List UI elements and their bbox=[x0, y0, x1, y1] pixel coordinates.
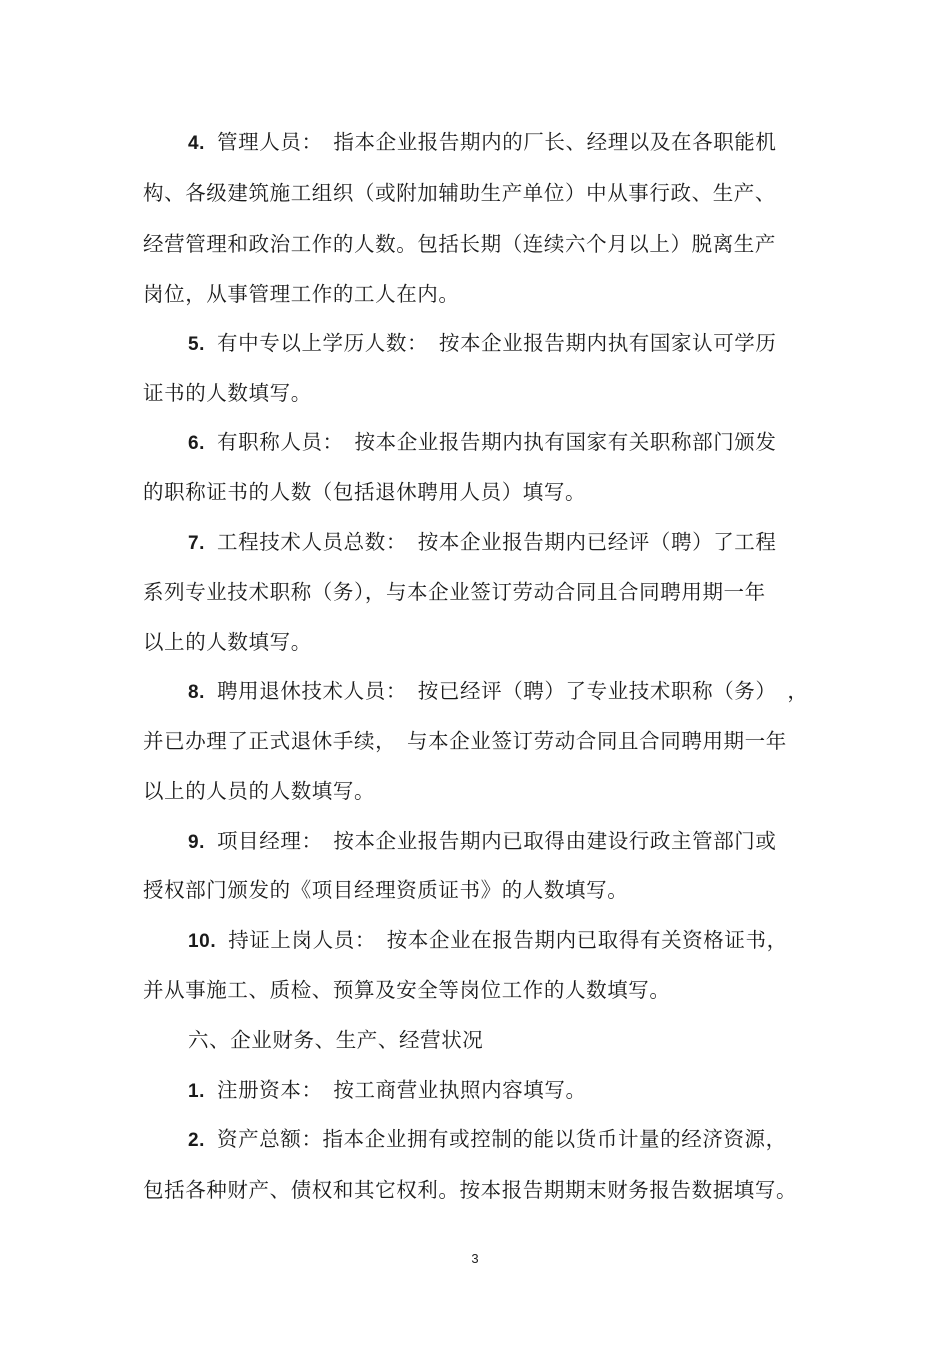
section-heading: 六、企业财务、生产、经营状况 bbox=[188, 1028, 484, 1052]
item-number: 5. bbox=[188, 334, 206, 355]
paragraph-line: 以上的人员的人数填写。 bbox=[143, 779, 376, 803]
paragraph-text: 资产总额：指本企业拥有或控制的能以货币计量的经济资源， bbox=[217, 1127, 787, 1151]
paragraph-line: 构、各级建筑施工组织（或附加辅助生产单位）中从事行政、生产、 bbox=[143, 181, 776, 205]
paragraph-text: 有职称人员： 按本企业报告期内执有国家有关职称部门颁发 bbox=[217, 430, 777, 454]
item-1-line-1 bbox=[188, 1077, 587, 1105]
paragraph-text: 管理人员： 指本企业报告期内的厂长、经理以及在各职能机 bbox=[217, 130, 777, 154]
item-number: 6. bbox=[188, 433, 206, 454]
item-5-line-1 bbox=[188, 330, 777, 358]
paragraph-line: 并从事施工、质检、预算及安全等岗位工作的人数填写。 bbox=[143, 978, 671, 1002]
paragraph-line: 包括各种财产、债权和其它权利。按本报告期期末财务报告数据填写。 bbox=[143, 1178, 798, 1202]
item-number: 2. bbox=[188, 1130, 206, 1151]
item-number: 8. bbox=[188, 682, 206, 703]
item-9-line-1 bbox=[188, 828, 777, 856]
paragraph-line: 经营管理和政治工作的人数。包括长期（连续六个月以上）脱离生产 bbox=[143, 232, 776, 256]
paragraph-line: 的职称证书的人数（包括退休聘用人员）填写。 bbox=[143, 480, 587, 504]
item-number: 9. bbox=[188, 832, 206, 853]
paragraph-line: 证书的人数填写。 bbox=[143, 381, 312, 405]
paragraph-line: 系列专业技术职称（务），与本企业签订劳动合同且合同聘用期一年 bbox=[143, 580, 766, 604]
item-number: 4. bbox=[188, 133, 206, 154]
item-4-line-1 bbox=[188, 129, 777, 157]
paragraph-text: 持证上岗人员： 按本企业在报告期内已取得有关资格证书， bbox=[228, 928, 788, 952]
paragraph-text: 注册资本： 按工商营业执照内容填写。 bbox=[217, 1078, 587, 1102]
item-2-line-1 bbox=[188, 1126, 787, 1154]
paragraph-line: 以上的人数填写。 bbox=[143, 630, 312, 654]
item-7-line-1 bbox=[188, 529, 777, 557]
paragraph-line: 岗位，从事管理工作的工人在内。 bbox=[143, 282, 460, 306]
paragraph-text: 有中专以上学历人数： 按本企业报告期内执有国家认可学历 bbox=[217, 331, 777, 355]
paragraph-line: 授权部门颁发的《项目经理资质证书》的人数填写。 bbox=[143, 878, 629, 902]
paragraph-line: 并已办理了正式退休手续， 与本企业签订劳动合同且合同聘用期一年 bbox=[143, 729, 787, 753]
paragraph-text: 项目经理： 按本企业报告期内已取得由建设行政主管部门或 bbox=[217, 829, 777, 853]
item-8-line-1 bbox=[188, 678, 808, 706]
paragraph-text: 聘用退休技术人员： 按已经评（聘）了专业技术职称（务） ， bbox=[217, 679, 809, 703]
item-6-line-1 bbox=[188, 429, 777, 457]
item-10-line-1 bbox=[188, 927, 788, 955]
item-number: 7. bbox=[188, 533, 206, 554]
item-number: 1. bbox=[188, 1081, 206, 1102]
page-number: 3 bbox=[471, 1251, 479, 1266]
item-number: 10. bbox=[188, 931, 217, 952]
paragraph-text: 工程技术人员总数： 按本企业报告期内已经评（聘）了工程 bbox=[217, 530, 777, 554]
